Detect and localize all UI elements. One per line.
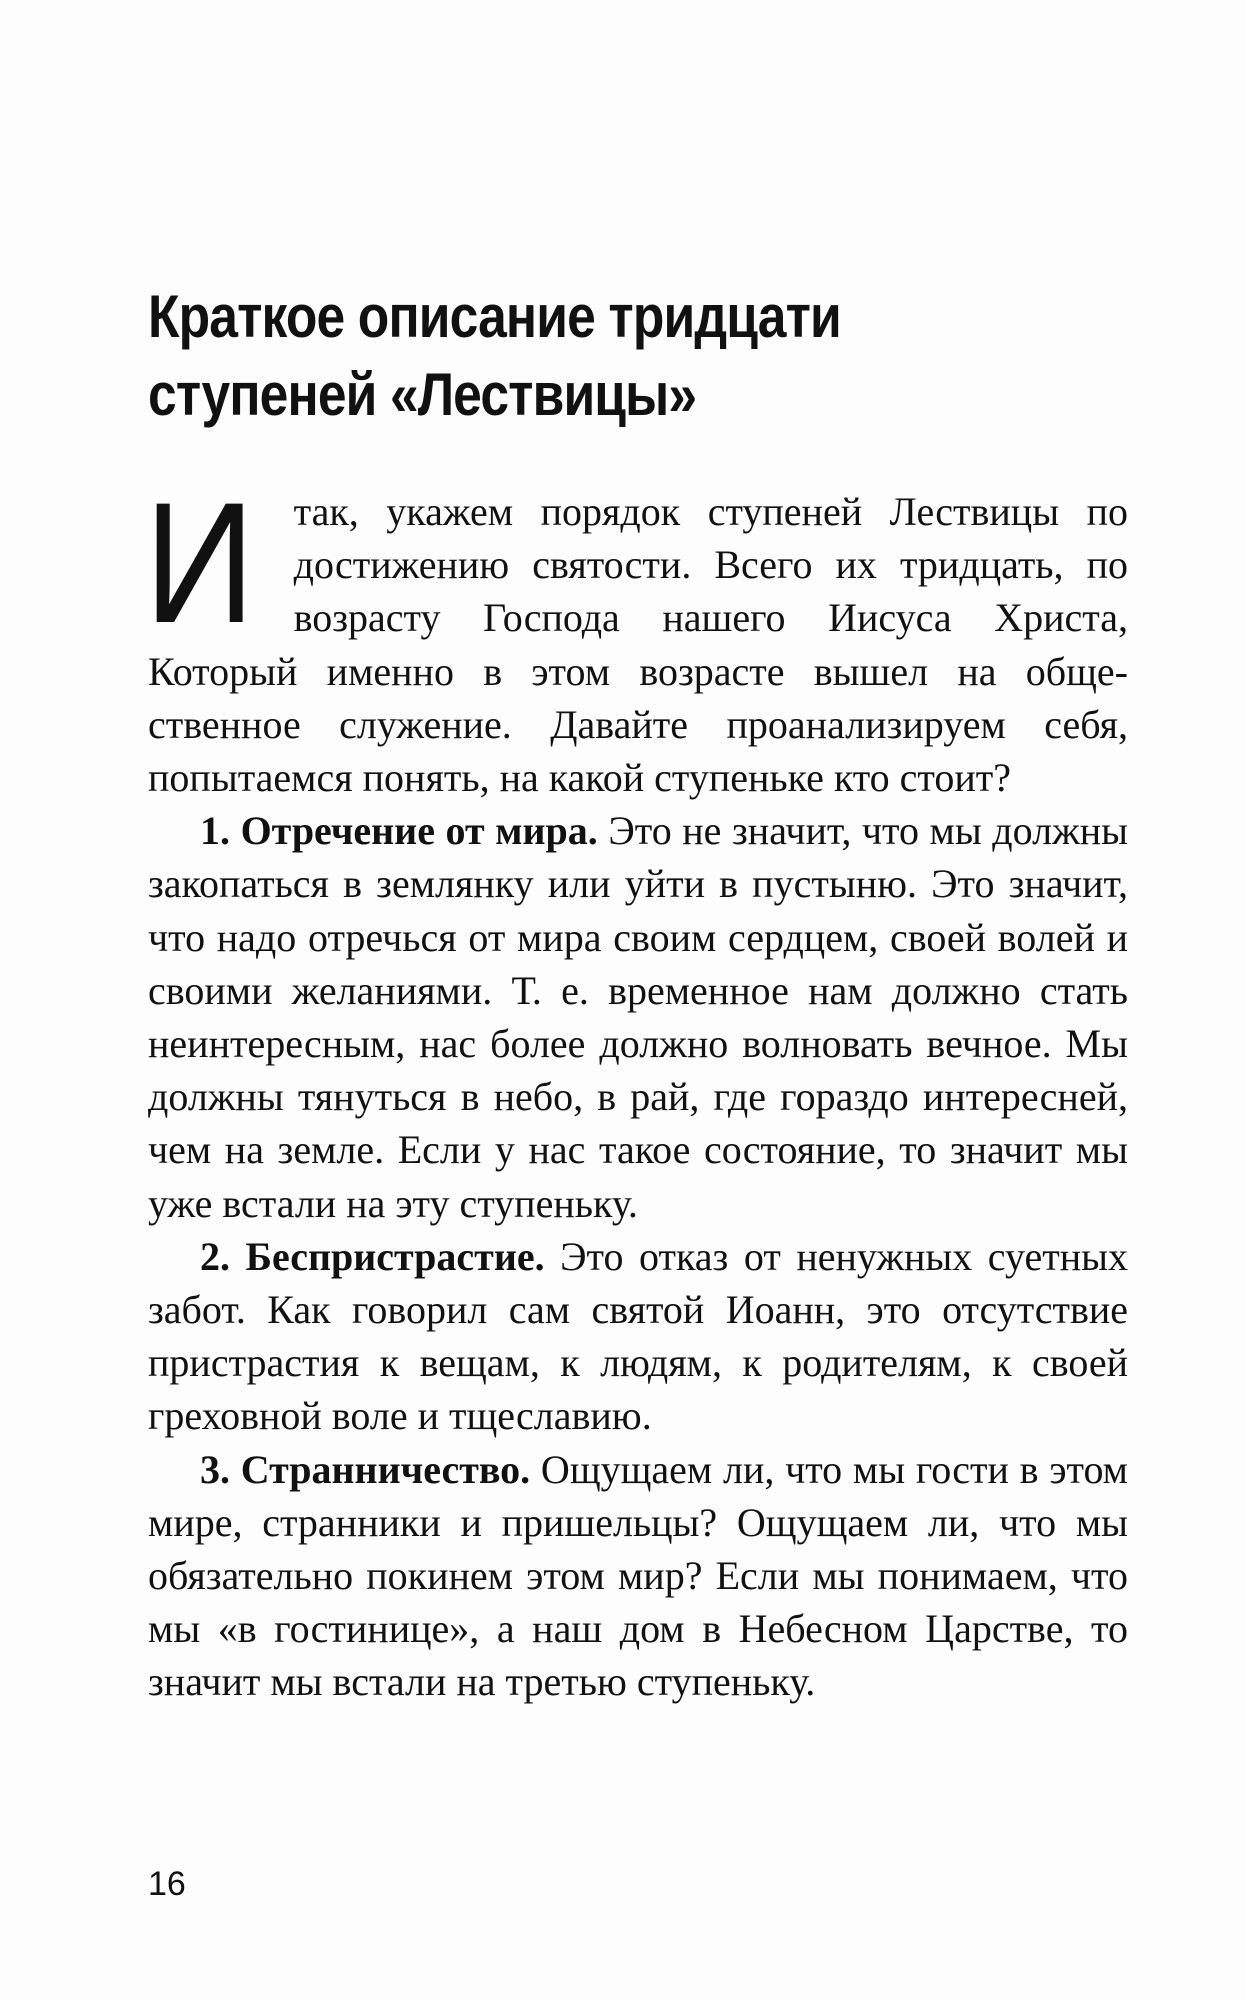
step-text-3: Ощущаем ли, что мы гости в этом мире, странники и пришельцы? Ощущаем ли, что мы обязательно покинем этом мир? Если мы понимаем, что мы «в гостинице», а наш дом в Небесном Царстве, то значит мы встали на третью ступеньку. — [148, 1446, 1128, 1705]
step-text-2: Это отказ от ненужных суетных забот. Как говорил сам святой Иоанн, это отсутствие пристрастия к вещам, к людям, к родителям, к своей греховной воле и тщеславию. — [148, 1233, 1128, 1439]
step-title-1: 1. Отречение от мира. — [200, 808, 598, 854]
drop-cap: И — [144, 467, 256, 659]
step-text-1: Это не значит, что мы должны закопаться в землянку или уйти в пустыню. Это значит, что надо отречься от мира своим сердцем, своей волей и своими желаниями. Т. е. временное нам должно стать неинтересным, нас более должно волновать вечное. Мы должны тянуться в небо, в рай, где гораздо интересней, чем на земле. Если у нас такое состояние, то значит мы уже встали на эту ступеньку. — [148, 808, 1129, 1226]
step-paragraph-3 — [148, 1443, 1128, 1709]
chapter-heading-line-2: ступеней «Лествицы» — [148, 361, 697, 428]
step-paragraph-2 — [148, 1230, 1128, 1443]
chapter-heading — [148, 278, 991, 434]
intro-paragraph — [144, 467, 1128, 804]
page-number: 16 — [148, 1865, 186, 1903]
chapter-heading-line-1: Краткое описание тридцати — [148, 283, 841, 350]
step-paragraph-1 — [148, 804, 1128, 1230]
body-text — [144, 467, 1129, 1709]
step-title-2: 2. Беспристрастие. — [200, 1233, 545, 1279]
step-title-3: 3. Странничество. — [200, 1446, 531, 1492]
intro-text: так, укажем порядок ступеней Лествицы по достижению святости. Всего их тридцать, по возрасту Господа нашего Иисуса Христа, Который именно в этом возрасте вышел на общественное служение. Давайте проанализируем себя, попытаемся понять, на какой ступеньке кто стоит? — [148, 489, 1128, 801]
